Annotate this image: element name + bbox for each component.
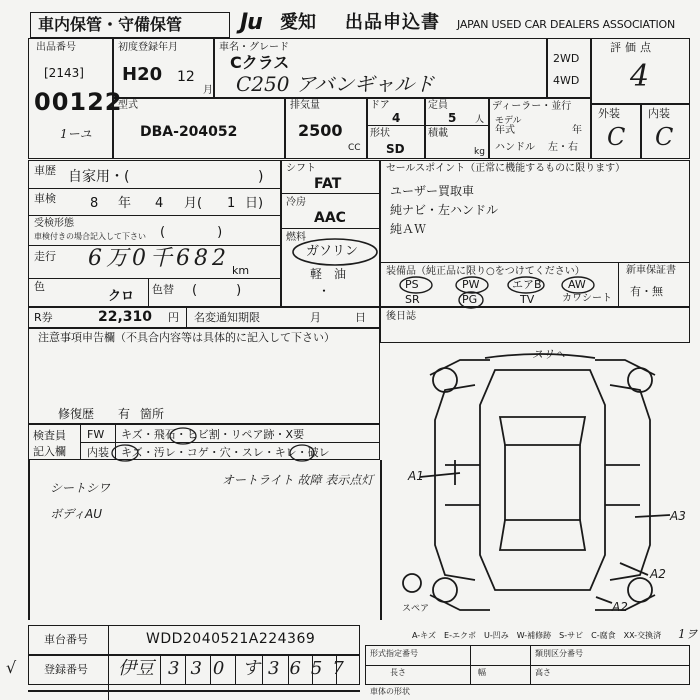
comment-1: シートシワ — [50, 481, 111, 495]
dealer-label: ディーラー・並行 — [492, 101, 572, 112]
person-unit: 人 — [475, 115, 485, 125]
color-value: クロ — [108, 289, 135, 304]
equip-pw: PW — [462, 278, 480, 291]
plate-label: 登録番号 — [44, 663, 88, 676]
mark-rear-2: A2 — [612, 600, 628, 614]
handle-options: 左・右 — [548, 142, 578, 153]
equip-sr: SR — [405, 293, 420, 306]
inspection-label: 車検 — [34, 192, 56, 205]
inspection-year: 8 — [90, 196, 99, 211]
name-change-month: 月 — [310, 311, 321, 324]
history-close: ) — [258, 169, 264, 185]
displacement-label: 排気量 — [290, 100, 320, 111]
lot-label: 出品番号 — [36, 42, 76, 53]
cc-unit: CC — [348, 143, 361, 153]
repair-place: 箇所 — [140, 407, 165, 421]
doors-label: ドア — [370, 100, 390, 111]
equip-tv: TV — [520, 293, 535, 306]
damage-legend: A-キズ E-エクボ U-凹み W-補修跡 S-サビ C-腐食 XX-交換済 — [412, 631, 662, 640]
fuel-blank: ・ — [318, 284, 331, 298]
margin-check: √ — [6, 658, 17, 677]
selling-point-3: 純ＡＷ — [390, 222, 427, 236]
plate-number: 3657 — [268, 658, 354, 679]
body-shape-label: 車体の形状 — [370, 687, 410, 696]
comment-3: ボディAU — [50, 507, 103, 521]
equip-ps: PS — [405, 278, 419, 291]
drive-2wd: 2WD — [553, 52, 580, 65]
equip-airbag: エアB — [512, 278, 542, 291]
rating-label: 評価点 — [610, 41, 655, 54]
inspection-year-unit: 年 — [118, 196, 132, 211]
selling-points-label: セールスポイント（正常に機能するものに限ります） — [386, 163, 626, 174]
plate-area: 伊豆 — [118, 658, 154, 679]
width-label: 幅 — [478, 668, 486, 677]
fuel-alt: 軽 油 — [310, 267, 347, 281]
color-label: 色 — [34, 280, 45, 293]
model-label: 型式 — [118, 100, 138, 111]
shift-label: シフト — [286, 163, 316, 174]
exterior-grade: C — [607, 123, 626, 151]
fw-label: FW — [87, 428, 105, 441]
equip-seat: カワシート — [562, 293, 612, 304]
receive-note: 車検付きの場合記入して下さい — [34, 232, 146, 241]
mileage-label: 走行 — [34, 250, 56, 263]
plate-kana: す — [242, 658, 260, 679]
shift-value: FAT — [314, 176, 342, 192]
warranty-options: 有・無 — [630, 285, 663, 298]
car-diagram — [400, 345, 690, 630]
inspection-month: 4 — [155, 196, 164, 211]
model-year-label-1: モデル — [495, 116, 522, 126]
color-change-label: 色替 — [152, 283, 174, 296]
yen-unit: 円 — [168, 311, 179, 324]
inspection-circles — [110, 424, 390, 464]
chassis-label: 車台番号 — [44, 633, 88, 646]
entry-label: 記入欄 — [33, 445, 66, 458]
margin-corner: 1ヲ — [678, 627, 698, 641]
int-items: キズ・汚レ・コゲ・穴・スレ・キレ・破レ — [121, 446, 330, 459]
exterior-label: 外装 — [598, 107, 620, 120]
type-designation-label: 形式指定番号 — [370, 649, 418, 658]
year-unit: 年 — [572, 125, 582, 136]
fuel-value: ガソリン — [306, 244, 359, 259]
receive-label: 受検形態 — [34, 218, 74, 229]
first-reg-label: 初度登録年月 — [118, 42, 178, 53]
repair-value: 有 — [118, 407, 131, 421]
car-grade: C250 アバンギャルド — [236, 72, 435, 96]
equip-pg: PG — [462, 293, 478, 306]
displacement: 2500 — [298, 121, 343, 140]
model-year-label-2: 年式 — [495, 125, 515, 136]
int-label: 内装 — [87, 446, 109, 459]
load-label: 積載 — [428, 128, 448, 139]
fuel-label: 燃料 — [286, 232, 306, 243]
mark-right: A3 — [670, 509, 686, 523]
ac-value: AAC — [314, 210, 346, 226]
after-label: 後日誌 — [386, 311, 416, 322]
org-name: 愛知 — [280, 12, 316, 33]
lot-number: 00122 — [34, 88, 123, 116]
kg-unit: kg — [474, 147, 485, 157]
report-label: 注意事項申告欄（不具合内容等は具体的に記入して下さい） — [38, 331, 335, 344]
inspection-month-unit: 月( — [184, 196, 203, 211]
shape: SD — [386, 142, 405, 156]
selling-point-2: 純ナビ・左ハンドル — [390, 203, 499, 217]
car-name-label: 車名・グレード — [219, 42, 289, 53]
interior-label: 内装 — [648, 107, 670, 120]
warranty-label: 新車保証書 — [626, 265, 676, 276]
capacity-label: 定員 — [428, 100, 448, 111]
equipment-label: 装備品（純正品に限り○をつけてください） — [386, 266, 585, 277]
mark-rear-1: A2 — [650, 567, 666, 581]
mark-left: A1 — [408, 469, 424, 483]
km-unit: km — [232, 264, 250, 277]
comment-2: オートライト 故障 表示点灯 — [222, 473, 374, 487]
inspector-label: 検査員 — [33, 429, 66, 442]
inspection-day: 1 — [227, 196, 236, 211]
equipment-circles — [395, 273, 625, 309]
history-label: 車歴 — [34, 164, 56, 177]
storage-title: 車内保管・守備保管 — [38, 15, 183, 34]
interior-grade: C — [655, 123, 674, 151]
inspection-day-close: 日) — [245, 196, 264, 211]
doors: 4 — [392, 111, 401, 125]
lot-sub-number: [2143] — [44, 66, 84, 80]
plate-class: 330 — [168, 658, 236, 679]
after-box — [380, 307, 690, 343]
mark-top: スリヘ — [532, 348, 565, 361]
rating-value: 4 — [630, 59, 650, 94]
name-change-label: 名変通知期限 — [194, 311, 260, 324]
chassis-number: WDD2040521A224369 — [146, 631, 316, 647]
history-value: 自家用・( — [68, 169, 130, 185]
color-change-paren: ( ) — [192, 283, 242, 298]
receive-parens: ( ) — [160, 225, 223, 240]
org-english: JAPAN USED CAR DEALERS ASSOCIATION — [457, 18, 675, 31]
equip-aw: AW — [568, 278, 586, 291]
reg-month-unit: 月 — [203, 85, 213, 96]
name-change-day: 日 — [355, 311, 366, 324]
ju-logo: Ju — [240, 10, 262, 35]
category-label: 類別区分番号 — [535, 649, 583, 658]
lot-note: 1ーユ — [60, 127, 92, 141]
spare-label: スペア — [402, 604, 430, 614]
handle-label: ハンドル — [495, 142, 535, 153]
height-label: 高さ — [535, 668, 551, 677]
reg-year: H20 — [122, 64, 163, 85]
form-title: 出品申込書 — [345, 12, 440, 33]
length-label: 長さ — [390, 668, 406, 677]
fw-items: キズ・飛石・ヒビ割・リペア跡・X要 — [121, 428, 305, 441]
ac-label: 冷房 — [286, 197, 306, 208]
model-code: DBA-204052 — [140, 124, 238, 140]
mileage-value: 6万0千682 — [88, 246, 230, 271]
drive-4wd: 4WD — [553, 74, 580, 87]
capacity: 5 — [448, 111, 457, 125]
r-ticket-label: R券 — [34, 311, 53, 324]
selling-point-1: ユーザー買取車 — [390, 184, 475, 198]
reg-month: 12 — [177, 69, 195, 85]
car-name: Cクラス — [230, 53, 290, 72]
repair-label: 修復歴 — [58, 407, 95, 421]
r-ticket-value: 22,310 — [98, 309, 153, 325]
shape-label: 形状 — [370, 128, 390, 139]
